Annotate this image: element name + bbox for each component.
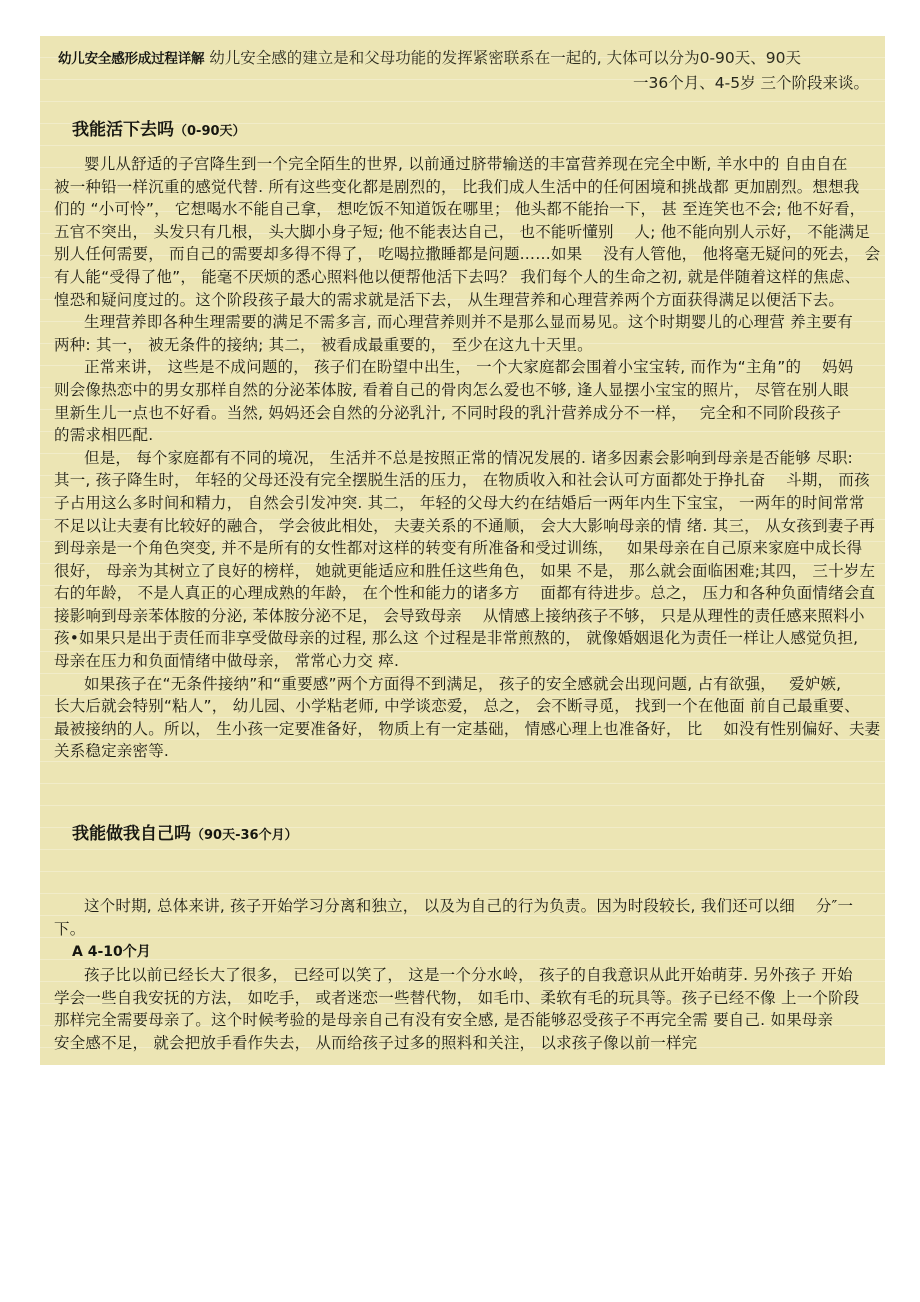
spacer xyxy=(40,95,885,117)
section-1-heading xyxy=(40,117,885,145)
document-title: 幼儿安全感形成过程详解 xyxy=(58,51,205,67)
text-line: 右的年龄， 不是人真正的心理成熟的年龄， 在个性和能力的诸多方 面都有待进步。总之， 压力和各种负面情绪会直 xyxy=(54,584,876,603)
text-line: 学会一些自我安抚的方法， 如吃手， 或者迷恋一些替代物， 如毛巾、柔软有毛的玩具等。孩子已经不像 上一个阶段 xyxy=(54,988,860,1007)
paragraph xyxy=(40,895,885,940)
paragraph xyxy=(40,447,885,673)
text-line: 那样完全需要母亲了。这个时候考验的是母亲自己有没有安全感, 是否能够忍受孩子不再完全需 要自己. 如果母亲 xyxy=(54,1011,834,1030)
document-sheet xyxy=(40,36,885,1065)
text-line: 里新生儿一点也不好看。当然, 妈妈还会自然的分泌乳汁, 不同时段的乳汁营养成分不一样， 完全和不同阶段孩子 xyxy=(54,403,842,422)
lead-line-1-text: 幼儿安全感的建立是和父母功能的发挥紧密联系在一起的, 大体可以分为0-90天、90天 xyxy=(209,49,802,67)
text-line: 但是， 每个家庭都有不同的境况， 生活并不总是按照正常的情况发展的. 诸多因素会影响到母亲是否能够 尽职: xyxy=(84,448,853,467)
text-line: 下。 xyxy=(54,919,86,938)
lead-line-2: 一36个月、4-5岁 三个阶段来谈。 xyxy=(633,74,869,92)
text-line: 子占用这么多时间和精力， 自然会引发冲突. 其二， 年轻的父母大约在结婚后一两年内生下宝宝， 一两年的时间常常 xyxy=(54,493,865,512)
section-1-heading-main: 我能活下去吗 xyxy=(72,120,174,140)
section-1-heading-sub: （0-90天） xyxy=(174,124,246,139)
text-line: 接影响到母亲苯体胺的分泌, 苯体胺分泌不足， 会导致母亲 从情感上接纳孩子不够， 只是从理性的责任感来照料小 xyxy=(54,606,865,625)
text-line: 别人任何需要， 而自己的需要却多得不得了， 吃喝拉撒睡都是问题……如果 没有人管他， 他将毫无疑问的死去， 会 xyxy=(54,245,881,264)
paragraph xyxy=(40,356,885,446)
text-line: 安全感不足， 就会把放手看作失去， 从而给孩子过多的照料和关注， 以求孩子像以前一样完 xyxy=(54,1034,698,1052)
subsection-heading: A 4-10个月 xyxy=(72,944,151,961)
spacer xyxy=(40,849,885,895)
text-line: 这个时期, 总体来讲, 孩子开始学习分离和独立， 以及为自己的行为负责。因为时段较长, 我们还可以细 分″一 xyxy=(84,897,854,916)
section-2-heading-main: 我能做我自己吗 xyxy=(72,824,191,845)
text-line: 孩子比以前已经长大了很多， 已经可以笑了， 这是一个分水岭， 孩子的自我意识从此开始萌芽. 另外孩子 开始 xyxy=(84,966,853,985)
spacer xyxy=(40,145,885,153)
text-line: 其一, 孩子降生时， 年轻的父母还没有完全摆脱生活的压力， 在物质收入和社会认可方面都处于挣扎奋 斗期， 而孩 xyxy=(54,471,870,490)
section-2-heading-sub: （90天-36个月） xyxy=(191,828,298,844)
text-line: 则会像热恋中的男女那样自然的分泌苯体胺, 看着自己的骨肉怎么爱也不够, 逢人显摆小宝宝的照片， 尽管在别人眼 xyxy=(54,380,849,399)
paragraph xyxy=(40,311,885,356)
text-line: 们的 “小可怜”， 它想喝水不能自己拿， 想吃饭不知道饭在哪里； 他头都不能抬一下， 甚 至连笑也不会; 他不好看， xyxy=(54,200,866,219)
text-line: 很好， 母亲为其树立了良好的榜样， 她就更能适应和胜任这些角色， 如果 不是， 那么就会面临困难;其四， 三十岁左 xyxy=(54,561,876,580)
spacer xyxy=(40,763,885,821)
text-line: 长大后就会特别“粘人”， 幼儿园、小学粘老师, 中学谈恋爱， 总之， 会不断寻觅， 找到一个在他面 前自己最重要、 xyxy=(54,697,860,716)
text-line: 母亲在压力和负面情绪中做母亲， 常常心力交 瘁. xyxy=(54,652,400,671)
text-line: 惶恐和疑问度过的。这个阶段孩子最大的需求就是活下去， 从生理营养和心理营养两个方面获得满足以便活下去。 xyxy=(54,290,845,309)
text-line: 有人能“受得了他”， 能毫不厌烦的悉心照料他以便帮他活下去吗？ 我们每个人的生命之初, 就是伴随着这样的焦虑、 xyxy=(54,267,861,286)
paragraph xyxy=(40,964,885,1054)
lead-paragraph xyxy=(40,36,885,95)
text-line: 到母亲是一个角色突变, 并不是所有的女性都对这样的转变有所准备和受过训练， 如果母亲在自己原来家庭中成长得 xyxy=(54,539,863,558)
paragraph xyxy=(40,673,885,763)
text-line: 两种: 其一， 被无条件的接纳; 其二， 被看成最重要的， 至少在这九十天里。 xyxy=(54,335,593,354)
text-line: 最被接纳的人。所以， 生小孩一定要准备好， 物质上有一定基础， 情感心理上也准备好， 比 如没有性别偏好、夫妻 xyxy=(54,719,881,738)
text-line: 的需求相匹配. xyxy=(54,426,154,445)
text-line: 婴儿从舒适的子宫降生到一个完全陌生的世界, 以前通过脐带输送的丰富营养现在完全中断, 羊水中的 自由自在 xyxy=(84,155,848,173)
text-line: 五官不突出， 头发只有几根， 头大脚小身子短; 他不能表达自己， 也不能听懂别 人; 他不能向别人示好， 不能满足 xyxy=(54,222,871,241)
text-line: 不足以让夫妻有比较好的融合， 学会彼此相处， 夫妻关系的不通顺， 会大大影响母亲的情 绪. 其三， 从女孩到妻子再 xyxy=(54,516,875,535)
text-line: 关系稳定亲密等. xyxy=(54,742,170,761)
lead-line-1 xyxy=(58,46,869,71)
text-line: 生理营养即各种生理需要的满足不需多言, 而心理营养则并不是那么显而易见。这个时期婴儿的心理营 养主要有 xyxy=(84,313,853,332)
text-line: 被一种铅一样沉重的感觉代替. 所有这些变化都是剧烈的， 比我们成人生活中的任何困境和挑战都 更加剧烈。想想我 xyxy=(54,177,860,196)
section-2-heading xyxy=(40,821,885,849)
text-line: 孩•如果只是出于责任而非享受做母亲的过程, 那么这 个过程是非常煎熬的， 就像婚姻退化为责任一样让人感觉负担, xyxy=(54,629,859,648)
paragraph xyxy=(40,153,885,311)
text-line: 正常来讲， 这些是不成问题的， 孩子们在盼望中出生， 一个大家庭都会围着小宝宝转, 而作为“主角”的 妈妈 xyxy=(84,358,854,377)
text-line: 如果孩子在“无条件接纳”和“重要感”两个方面得不到满足， 孩子的安全感就会出现问题, 占有欲强， 爱妒嫉, xyxy=(84,674,842,693)
